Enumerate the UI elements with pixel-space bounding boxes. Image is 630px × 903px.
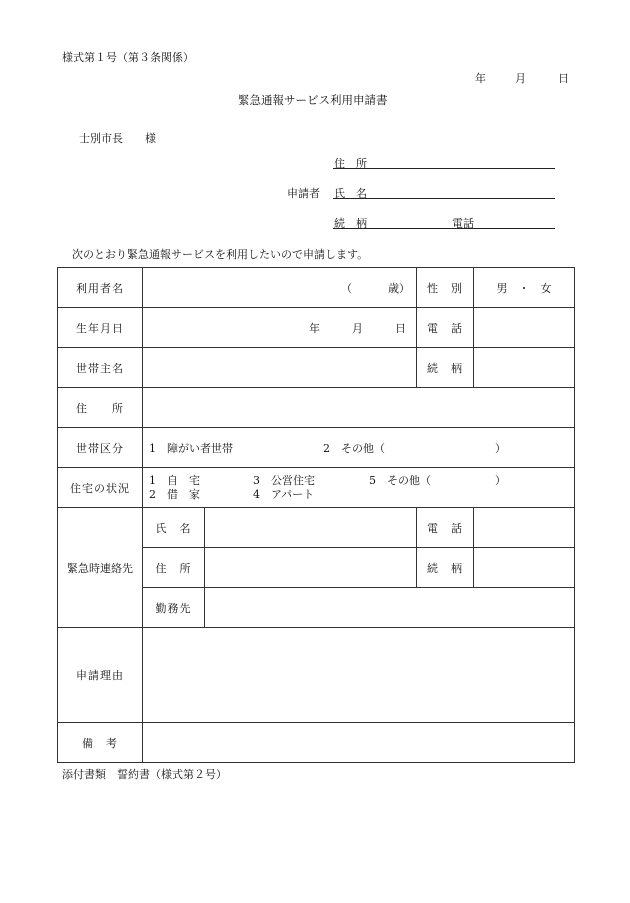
- applicant-phone-label: 電話: [452, 217, 474, 230]
- attachments-note: 添付書類 誓約書（様式第２号）: [62, 768, 227, 781]
- emergency-label: 緊急時連絡先: [58, 508, 143, 628]
- householder-label: 世帯主名: [58, 348, 143, 388]
- row-household-type: [58, 428, 575, 468]
- row-emergency-name: [58, 508, 575, 548]
- housing-option-1[interactable]: 1 自 宅: [149, 473, 200, 487]
- birth-cell[interactable]: [143, 308, 417, 348]
- household-type-cell[interactable]: [143, 428, 575, 468]
- address-cell[interactable]: [143, 388, 575, 428]
- row-remarks: [58, 723, 575, 763]
- em-phone-cell[interactable]: [474, 508, 575, 548]
- birth-day: 日: [395, 321, 406, 335]
- date-day: 日: [558, 72, 569, 85]
- date-month: 月: [515, 72, 526, 85]
- em-work-cell[interactable]: [205, 588, 575, 628]
- address-label: 住 所: [58, 388, 143, 428]
- birth-month: 月: [352, 321, 363, 335]
- em-work-label: 勤務先: [143, 588, 205, 628]
- addressee: 士別市長 様: [79, 132, 156, 145]
- row-reason: [58, 628, 575, 723]
- household-type-label: 世帯区分: [58, 428, 143, 468]
- ht-close: ）: [495, 441, 506, 455]
- reason-cell[interactable]: [143, 628, 575, 723]
- em-name-cell[interactable]: [205, 508, 417, 548]
- birth-label: 生年月日: [58, 308, 143, 348]
- remarks-label: 備 考: [58, 723, 143, 763]
- applicant-label: 申請者: [287, 187, 320, 200]
- applicant-name-field[interactable]: [333, 198, 555, 199]
- ht-option-1[interactable]: 1 障がい者世帯: [149, 441, 233, 455]
- housing-option-5[interactable]: 5 その他（: [369, 473, 431, 487]
- housing-option-2[interactable]: 2 借 家: [149, 487, 200, 501]
- housing-close: ）: [495, 473, 506, 487]
- user-name-label: 利用者名: [58, 268, 143, 308]
- row-address: [58, 388, 575, 428]
- date-year: 年: [475, 72, 486, 85]
- sex-label: 性 別: [417, 268, 474, 308]
- em-address-cell[interactable]: [205, 548, 417, 588]
- applicant-relation-phone-field[interactable]: [333, 228, 555, 229]
- em-relation-label: 続 柄: [417, 548, 474, 588]
- applicant-address-label: 住 所: [334, 157, 367, 170]
- housing-label: 住宅の状況: [58, 468, 143, 508]
- age-close: 歳）: [388, 281, 410, 295]
- age-open: （: [341, 281, 352, 295]
- user-name-cell[interactable]: [143, 268, 417, 308]
- housing-cell[interactable]: [143, 468, 575, 508]
- row-housing: [58, 468, 575, 508]
- ht-option-2[interactable]: 2 その他（: [323, 441, 385, 455]
- form-number: 様式第１号（第３条関係）: [62, 51, 194, 64]
- em-relation-cell[interactable]: [474, 548, 575, 588]
- reason-label: 申請理由: [58, 628, 143, 723]
- remarks-cell[interactable]: [143, 723, 575, 763]
- em-address-label: 住 所: [143, 548, 205, 588]
- page-title: 緊急通報サービス利用申請書: [238, 93, 388, 107]
- housing-option-4[interactable]: 4 アパート: [253, 487, 315, 501]
- row-user-name: [58, 268, 575, 308]
- applicant-address-field[interactable]: [333, 168, 555, 169]
- housing-option-3[interactable]: 3 公営住宅: [253, 473, 315, 487]
- applicant-name-label: 氏 名: [334, 187, 367, 200]
- intro-text: 次のとおり緊急通報サービスを利用したいので申請します。: [72, 248, 369, 261]
- row-householder: [58, 348, 575, 388]
- relation-label: 続 柄: [417, 348, 474, 388]
- application-table: [57, 267, 575, 763]
- phone-label: 電 話: [417, 308, 474, 348]
- phone-cell[interactable]: [474, 308, 575, 348]
- em-phone-label: 電 話: [417, 508, 474, 548]
- birth-year: 年: [309, 321, 320, 335]
- row-birth: [58, 308, 575, 348]
- relation-cell[interactable]: [474, 348, 575, 388]
- householder-cell[interactable]: [143, 348, 417, 388]
- sex-options[interactable]: 男 ・ 女: [474, 268, 575, 308]
- em-name-label: 氏 名: [143, 508, 205, 548]
- applicant-relation-label: 続 柄: [334, 217, 367, 230]
